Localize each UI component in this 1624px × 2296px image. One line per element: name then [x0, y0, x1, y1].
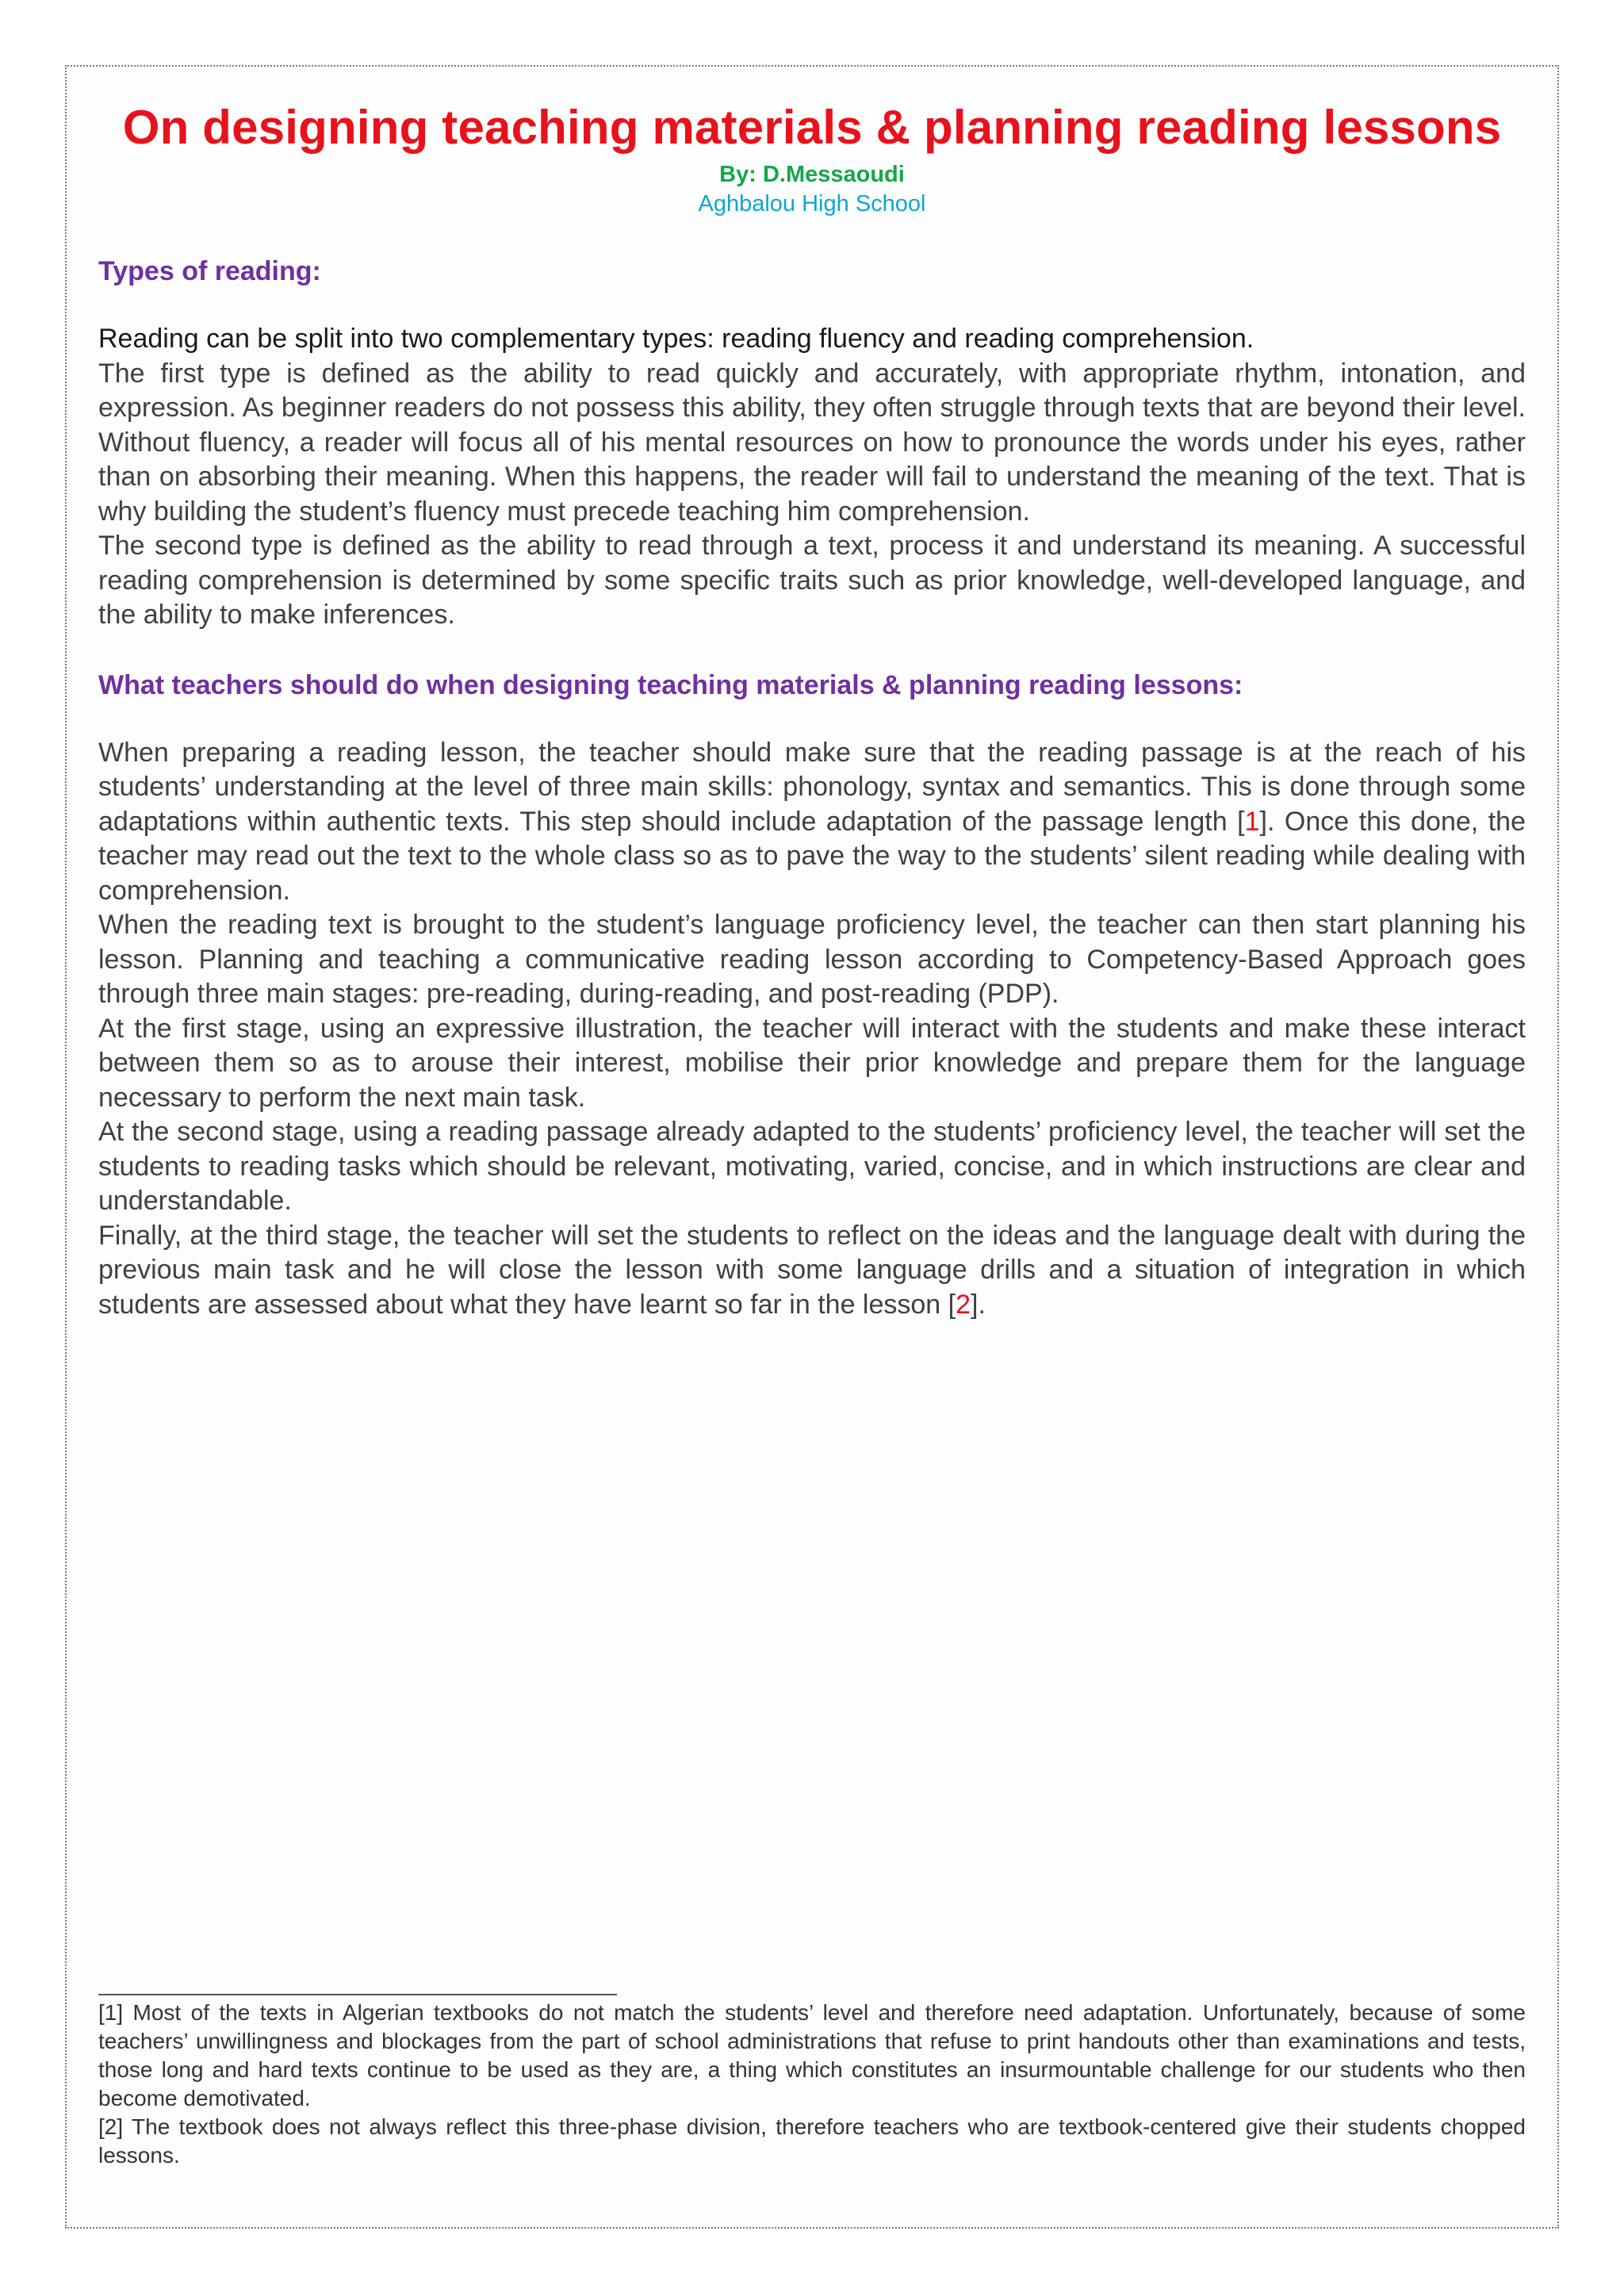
paragraph-planning: When the reading text is brought to the student’s language proficiency level, the teacher can then start planning his lesson. Planning and teaching a communicative reading lesson according to Competency-Based Approach goes through three main stages: pre-reading, during-reading, and post-reading (PDP). — [98, 910, 1526, 1009]
paragraph-second-stage: At the second stage, using a reading passage already adapted to the students’ proficiency level, the teacher will set the students to reading tasks which should be relevant, motivating, varied, concise, and in which instructions are clear and understandable. — [98, 1117, 1526, 1216]
footnotes — [98, 1999, 1526, 2170]
paragraph-preparing-lesson: When preparing a reading lesson, the teacher should make sure that the reading passage is at the reach of his students’ understanding at the level of three main skills: phonology, syntax and semantics. This is done through some adaptations within authentic texts. This step should include adaptation of the passage length [1]. Once this done, the teacher may read out the text to the whole class so as to pave the way to the students’ silent reading while dealing with comprehension. — [98, 737, 1526, 906]
paragraph-first-stage: At the first stage, using an expressive illustration, the teacher will interact with the students and make these interact between them so as to arouse their interest, mobilise their prior knowledge and prepare them for the language necessary to perform the next main task. — [98, 1013, 1526, 1113]
document-content — [98, 95, 1526, 1322]
paragraph-comprehension: The second type is defined as the ability to read through a text, process it and understand its meaning. A successful reading comprehension is determined by some specific traits such as prior knowledge, well-developed language, and the ability to make inferences. — [98, 531, 1526, 630]
paragraph-third-stage: Finally, at the third stage, the teacher will set the students to reflect on the ideas and the language dealt with during the previous main task and he will close the lesson with some language drills and a situation of integration in which students are assessed about what they have learnt so far in the lesson [2]. — [98, 1220, 1526, 1320]
footnote-1: [1] Most of the texts in Algerian textbooks do not match the students’ level and therefore need adaptation. Unfortunately, because of some teachers’ unwillingness and blockages from the part of school administrations that refuse to print handouts other than examinations and tests, those long and hard texts continue to be used as they are, a thing which constitutes an insurmountable challenge for our students who then become demotivated. — [98, 2000, 1526, 2110]
section-heading-what-teachers-should-do: What teachers should do when designing teaching materials & planning reading lessons: — [98, 669, 1243, 700]
document-title: On designing teaching materials & planning reading lessons — [122, 101, 1502, 154]
paragraph-fluency: The first type is defined as the ability to read quickly and accurately, with appropriate rhythm, intonation, and expression. As beginner readers do not possess this ability, they often struggle through texts that are beyond their level. Without fluency, a reader will focus all of his mental resources on how to pronounce the words under his eyes, rather than on absorbing their meaning. When this happens, the reader will fail to understand the meaning of the text. That is why building the student’s fluency must precede teaching him comprehension. — [98, 358, 1526, 527]
section-heading-types-of-reading: Types of reading: — [98, 256, 321, 286]
paragraph-intro: Reading can be split into two complementary types: reading fluency and reading comprehension. — [98, 324, 1254, 354]
footnote-separator — [98, 1994, 617, 1995]
school-name: Aghbalou High School — [698, 191, 926, 217]
footnote-ref-2[interactable]: 2 — [956, 1289, 971, 1320]
footnote-ref-1[interactable]: 1 — [1244, 806, 1260, 837]
author-line: By: D.Messaoudi — [719, 162, 905, 187]
footnote-2: [2] The textbook does not always reflect this three-phase division, therefore teachers who are textbook-centered give their students chopped lessons. — [98, 2114, 1526, 2168]
